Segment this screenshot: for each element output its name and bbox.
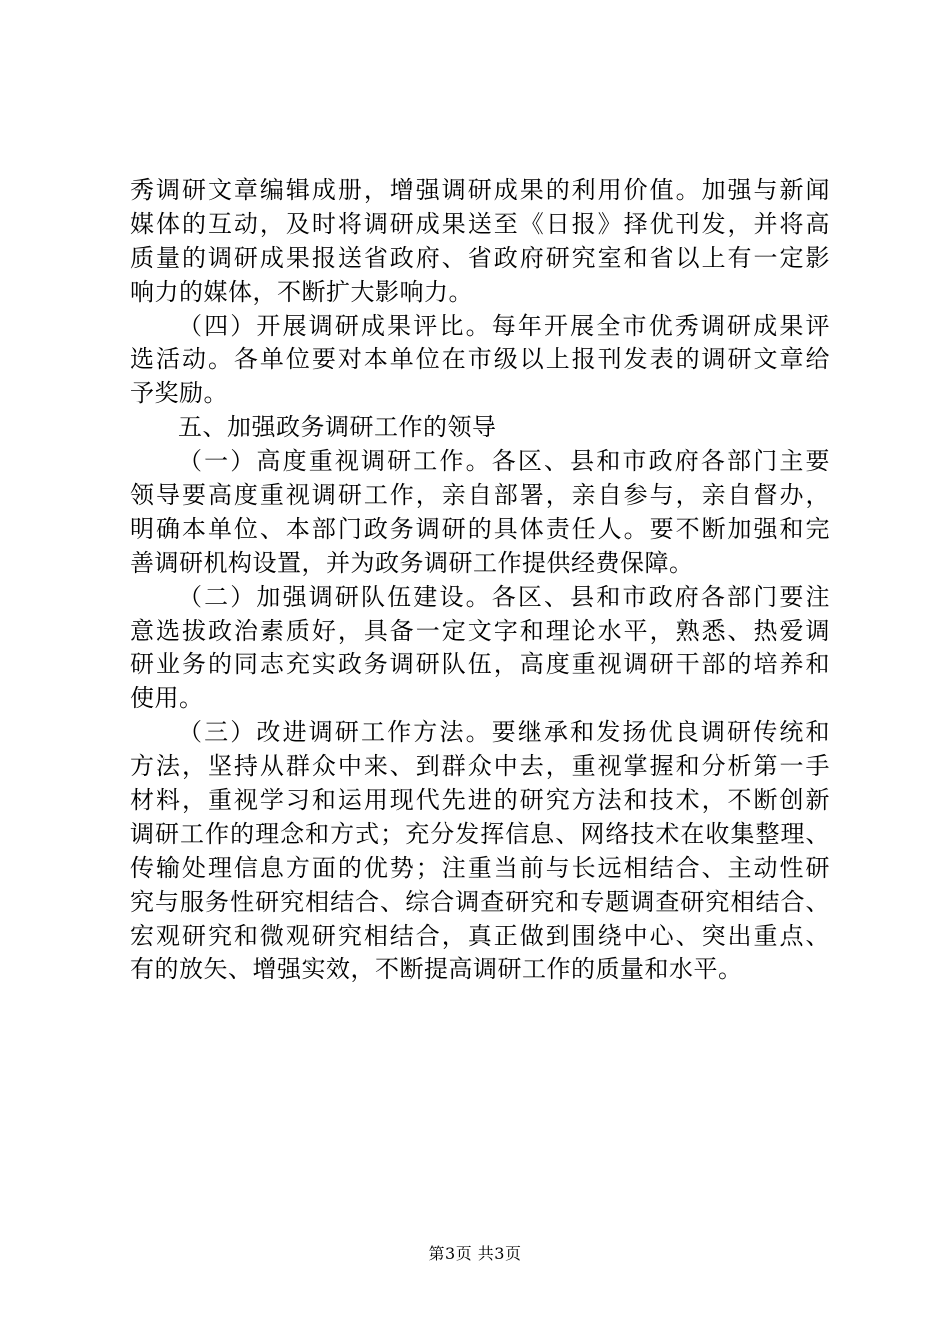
text-line: 究与服务性研究相结合、综合调查研究和专题调查研究相结合、 xyxy=(130,887,830,916)
text-line: 传输处理信息方面的优势；注重当前与长远相结合、主动性研 xyxy=(130,853,830,882)
text-line: 选活动。各单位要对本单位在市级以上报刊发表的调研文章给 xyxy=(130,345,830,374)
text-line: 调研工作的理念和方式；充分发挥信息、网络技术在收集整理、 xyxy=(130,819,830,848)
text-line: 予奖励。 xyxy=(130,379,228,408)
text-line: （四）开展调研成果评比。每年开展全市优秀调研成果评 xyxy=(178,311,830,340)
text-line: 质量的调研成果报送省政府、省政府研究室和省以上有一定影 xyxy=(130,243,830,272)
text-line: 意选拔政治素质好，具备一定文字和理论水平，熟悉、热爱调 xyxy=(130,616,830,645)
text-line: 善调研机构设置，并为政务调研工作提供经费保障。 xyxy=(130,548,694,577)
document-body xyxy=(130,174,830,987)
text-line: （一）高度重视调研工作。各区、县和市政府各部门主要 xyxy=(178,447,830,476)
text-line: 使用。 xyxy=(130,684,204,713)
text-line: 明确本单位、本部门政务调研的具体责任人。要不断加强和完 xyxy=(130,514,830,543)
text-line: 材料，重视学习和运用现代先进的研究方法和技术，不断创新 xyxy=(130,786,830,815)
text-line: （二）加强调研队伍建设。各区、县和市政府各部门要注 xyxy=(178,582,830,611)
text-line: 研业务的同志充实政务调研队伍，高度重视调研干部的培养和 xyxy=(130,650,830,679)
page-footer: 第3页 共3页 xyxy=(428,1244,522,1263)
text-line: 秀调研文章编辑成册，增强调研成果的利用价值。加强与新闻 xyxy=(130,176,830,204)
text-line: 响力的媒体，不断扩大影响力。 xyxy=(130,277,473,306)
text-line: 五、加强政务调研工作的领导 xyxy=(178,413,497,442)
text-line: 领导要高度重视调研工作，亲自部署，亲自参与，亲自督办， xyxy=(130,481,830,510)
text-line: 宏观研究和微观研究相结合，真正做到围绕中心、突出重点、 xyxy=(130,921,830,950)
text-line: 媒体的互动，及时将调研成果送至《日报》择优刊发，并将高 xyxy=(130,209,830,238)
text-line: 方法，坚持从群众中来、到群众中去，重视掌握和分析第一手 xyxy=(130,752,830,781)
text-line: 有的放矢、增强实效，不断提高调研工作的质量和水平。 xyxy=(130,955,743,984)
text-line: （三）改进调研工作方法。要继承和发扬优良调研传统和 xyxy=(178,718,830,747)
